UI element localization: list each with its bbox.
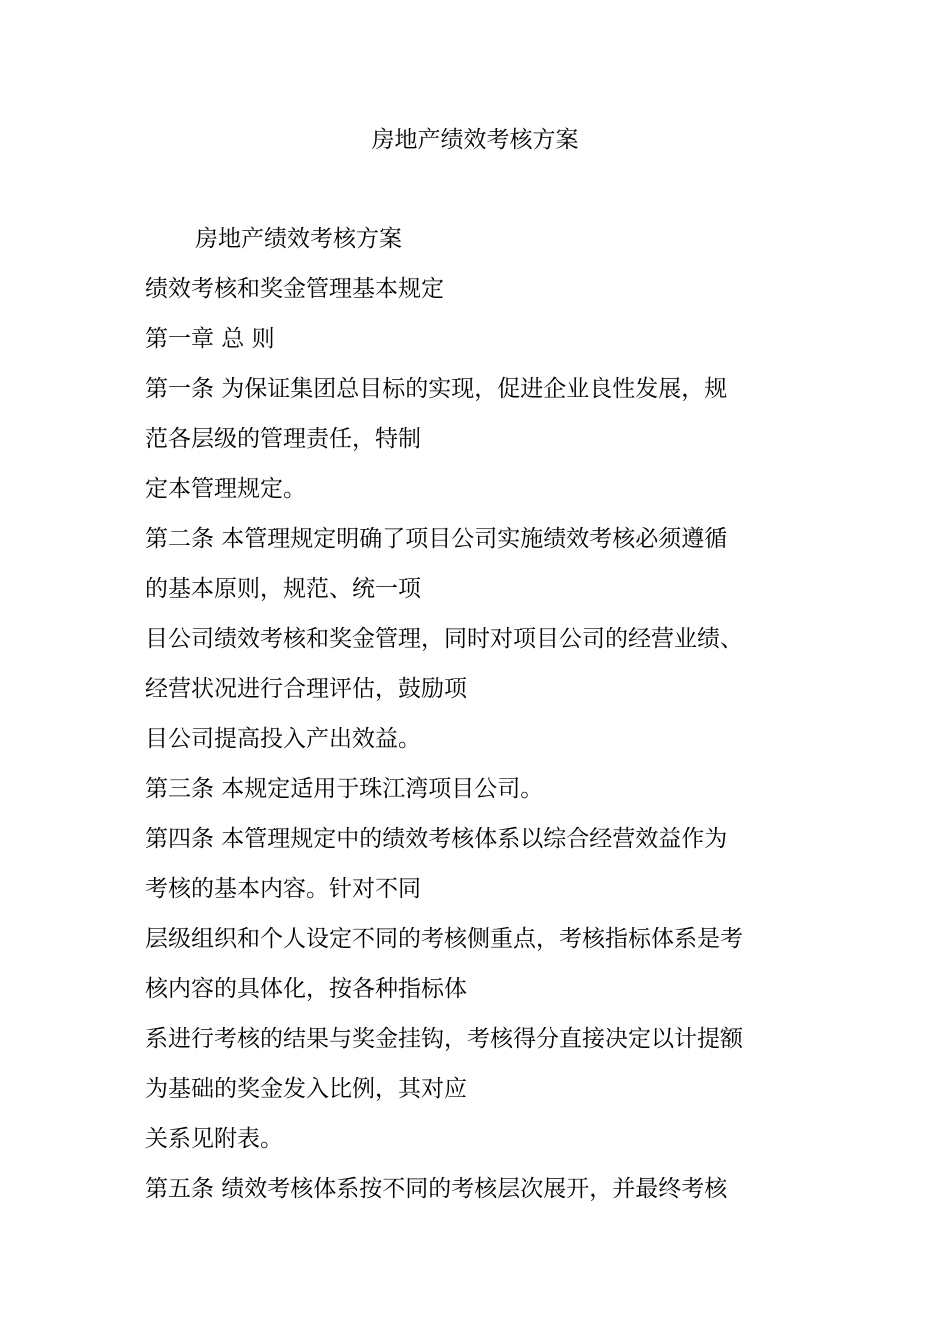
text-line: 为基础的奖金发入比例，其对应: [145, 1076, 467, 1102]
body-heading-line: 房地产绩效考核方案: [195, 226, 402, 252]
text-line: 考核的基本内容。针对不同: [145, 876, 421, 902]
text-line: 目公司绩效考核和奖金管理，同时对项目公司的经营业绩、: [145, 626, 743, 652]
text-line: 关系见附表。: [145, 1126, 283, 1152]
text-line: 第五条 绩效考核体系按不同的考核层次展开，并最终考核: [145, 1176, 728, 1202]
text-line: 核内容的具体化，按各种指标体: [145, 976, 467, 1002]
text-line: 的基本原则，规范、统一项: [145, 576, 421, 602]
regulation-title-line: 绩效考核和奖金管理基本规定: [145, 276, 444, 302]
text-line: 经营状况进行合理评估，鼓励项: [145, 676, 467, 702]
text-line: 层级组织和个人设定不同的考核侧重点，考核指标体系是考: [145, 926, 743, 952]
text-line: 第三条 本规定适用于珠江湾项目公司。: [145, 776, 544, 802]
text-line: 第四条 本管理规定中的绩效考核体系以综合经营效益作为: [145, 826, 728, 852]
text-line: 系进行考核的结果与奖金挂钩，考核得分直接决定以计提额: [145, 1026, 743, 1052]
text-line: 第一条 为保证集团总目标的实现，促进企业良性发展，规: [145, 376, 728, 402]
text-line: 目公司提高投入产出效益。: [145, 726, 421, 752]
document-body: [145, 220, 825, 1220]
text-line: 定本管理规定。: [145, 476, 306, 502]
document-title: 房地产绩效考核方案: [371, 127, 579, 153]
text-line: 范各层级的管理责任，特制: [145, 426, 421, 452]
chapter-heading-line: 第一章 总 则: [145, 326, 275, 352]
text-line: 第二条 本管理规定明确了项目公司实施绩效考核必须遵循: [145, 526, 728, 552]
